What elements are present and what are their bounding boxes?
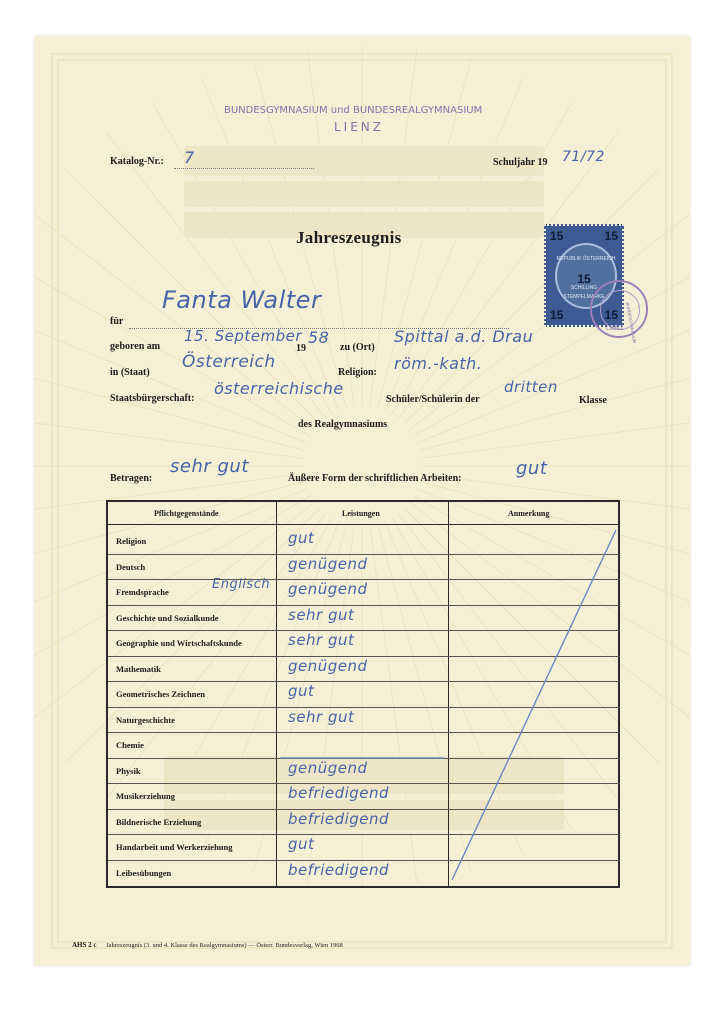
certificate-page [34,36,690,966]
header-remarks: Anmerkung [508,509,550,518]
subject-12: Handarbeit und Werkerziehung [116,842,233,852]
subject-10: Musikerziehung [116,791,176,801]
grade-5: genügend [288,656,368,675]
klasse-label: Klasse [579,395,607,406]
grade-1: genügend [288,554,368,573]
revenue-stamp-bottom-text: STEMPELMARKE [563,294,605,300]
katalog-value: 7 [184,148,195,167]
revenue-stamp-value-br: 15 [604,308,618,322]
grade-13: befriedigend [288,860,390,879]
page-title: Jahreszeugnis [296,228,402,247]
subject-1: Deutsch [116,561,146,572]
footer [72,941,343,949]
betragen-value: sehr gut [170,456,249,477]
klasse-value: dritten [504,378,558,396]
subject-6: Geometrisches Zeichnen [116,689,205,699]
schueler-label: Schüler/Schülerin der [386,394,480,405]
grade-2: genügend [288,580,368,598]
fuer-label: für [110,316,124,327]
grade-6: gut [288,682,315,700]
staatsbuergerschaft-value: österreichische [214,379,344,398]
birth-place: Spittal a.d. Drau [394,327,534,346]
grade-7: sehr gut [288,707,355,726]
subject-11: Bildnerische Erziehung [116,816,202,827]
grade-4: sehr gut [288,631,355,649]
subject-4: Geographie und Wirtschaftskunde [116,638,242,648]
geboren-label: geboren am [110,341,161,352]
aeussere-form-value: gut [516,458,548,479]
subject-13: Leibesübungen [116,867,172,878]
school-stamp-line2: LIENZ [334,120,385,134]
grade-3: sehr gut [288,605,355,624]
header-subjects: Pflichtgegenstände [154,509,219,518]
birth-date: 15. September [184,327,303,345]
birth-year: 58 [308,328,330,347]
language-value: Englisch [212,577,271,592]
ort-label: zu (Ort) [340,342,375,353]
subject-3: Geschichte und Sozialkunde [116,612,219,623]
revenue-stamp-value-tl: 15 [550,229,564,243]
schuljahr-value: 71/72 [562,149,605,165]
school-stamp-line1: BUNDESGYMNASIUM und BUNDESREALGYMNASIUM [224,105,483,116]
footer-code: AHS 2 c [72,941,97,949]
round-stamp-side-text: BUNDESGYMNASIUM [625,302,638,344]
subject-8: Chemie [116,740,144,750]
betragen-label: Betragen: [110,473,153,484]
student-name: Fanta Walter [162,286,322,314]
revenue-stamp-unit: SCHILLING [570,285,598,291]
grade-9: genügend [288,758,368,777]
religion-label: Religion: [338,367,377,378]
staatsbuergerschaft-label: Staatsbürgerschaft: [110,393,195,404]
subject-2: Fremdsprache [116,587,169,597]
year-prefix: 19 [296,343,306,354]
revenue-stamp-country: REPUBLIK ÖSTERREICH [556,256,616,262]
header-grades: Leistungen [342,509,380,518]
religion-value: röm.-kath. [394,354,483,373]
footer-text: Jahreszeugnis (3. und 4. Klasse des Realgymnasiums) — Österr. Bundesverlag, Wien 1968 [106,942,343,949]
subject-5: Mathematik [116,663,161,674]
remark-cancel-line [108,502,618,886]
schuljahr-label: Schuljahr 19 [493,157,548,168]
aeussere-form-label: Äußere Form der schriftlichen Arbeiten: [288,473,462,484]
round-stamp-text: LIENZ [606,325,624,332]
katalog-label: Katalog-Nr.: [110,156,164,167]
grade-10: befriedigend [288,784,390,802]
subject-7: Naturgeschichte [116,714,176,725]
revenue-stamp-value-bl: 15 [550,308,564,322]
grade-0: gut [288,529,315,547]
revenue-stamp-value-tr: 15 [604,229,618,243]
grade-11: befriedigend [288,809,390,828]
revenue-stamp-value-center: 15 [577,272,591,286]
subject-0: Religion [116,536,147,546]
realgymnasium-label: des Realgymnasiums [298,419,388,430]
grades-table [106,500,620,888]
staat-label: in (Staat) [110,367,150,378]
grade-12: gut [288,835,315,853]
birth-country: Österreich [182,352,276,372]
subject-9: Physik [116,765,141,776]
round-stamp [590,280,648,344]
